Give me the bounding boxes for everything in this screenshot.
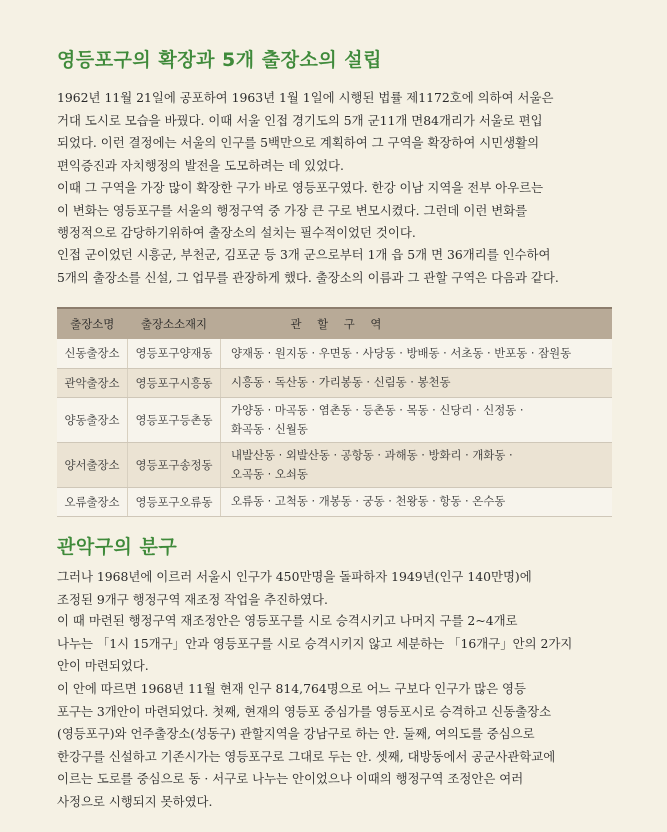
text-line: (영등포구)와 언주출장소(성동구) 관할지역을 강남구로 하는 안. 둘째, 여의도를 중심으로 xyxy=(57,726,535,741)
header-office-name: 출장소명 xyxy=(57,308,128,339)
office-name: 양동출장소 xyxy=(57,397,128,442)
area-line: 시흥동 · 독산동 · 가리봉동 · 신림동 · 봉천동 xyxy=(231,375,451,389)
office-name: 관악출장소 xyxy=(57,368,128,397)
text-line: 이 때 마련된 행정구역 재조정안은 영등포구를 시로 승격시키고 나머지 구를 2~4개로 xyxy=(57,613,518,628)
office-areas xyxy=(221,397,613,442)
area-line: 양재동 · 원지동 · 우면동 · 사당동 · 방배동 · 서초동 · 반포동 · 잠원동 xyxy=(231,345,572,360)
section-title-expansion: 영등포구의 확장과 5개 출장소의 설립 xyxy=(57,49,382,71)
office-location: 영등포구양재동 xyxy=(128,339,221,368)
text-line: 사정으로 시행되지 못하였다. xyxy=(57,793,213,809)
paragraph-split-1 xyxy=(57,566,612,611)
office-areas xyxy=(221,339,613,368)
paragraph-split-2 xyxy=(57,610,612,678)
text-line: 안이 마련되었다. xyxy=(57,658,149,673)
office-location: 영등포구등촌동 xyxy=(128,397,221,442)
text-line: 나누는 「1시 15개구」안과 영등포구를 시로 승격시키지 않고 세분하는 「16개구」안의 2가지 xyxy=(57,635,573,651)
text-line: 인접 군이었던 시흥군, 부천군, 김포군 등 3개 군으로부터 1개 읍 5개 면 36개리를 인수하여 xyxy=(57,247,551,262)
table-header-row xyxy=(57,308,612,339)
office-location: 영등포구송정동 xyxy=(128,442,221,487)
table-row xyxy=(57,487,612,516)
text-line: 되었다. 이런 결정에는 서울의 인구를 5백만으로 계획하여 그 구역을 확장하여 시민생활의 xyxy=(57,135,540,150)
text-line: 이 변화는 영등포구를 서울의 행정구역 중 가장 큰 구로 변모시켰다. 그런데 이런 변화를 xyxy=(57,202,528,218)
text-line: 한강구를 신설하고 기존시가는 영등포구로 그대로 두는 안. 셋째, 대방동에서 공군사관학교에 xyxy=(57,748,556,764)
area-line: 내발산동 · 외발산동 · 공항동 · 과해동 · 방화리 · 개화동 · xyxy=(231,447,513,462)
office-name: 신동출장소 xyxy=(57,339,128,368)
text-line: 포구는 3개안이 마련되었다. 첫째, 현재의 영등포 중심가를 영등포시로 승격하고 신동출장소 xyxy=(57,703,552,719)
text-line: 이때 그 구역을 가장 많이 확장한 구가 바로 영등포구였다. 한강 이남 지역을 전부 아우르는 xyxy=(57,180,544,195)
area-line: 화곡동 · 신월동 xyxy=(231,421,308,436)
office-name: 오류출장소 xyxy=(57,487,128,516)
district-office-table xyxy=(57,307,612,517)
table-row xyxy=(57,339,612,368)
text-line: 5개의 출장소를 신설, 그 업무를 관장하게 했다. 출장소의 이름과 그 관할 구역은 다음과 같다. xyxy=(57,269,559,285)
text-line: 1962년 11월 21일에 공포하여 1963년 1월 1일에 시행된 법률 제1172호에 의하여 서울은 xyxy=(57,90,554,105)
text-line: 편익증진과 자치행정의 발전을 도모하려는 데 있었다. xyxy=(57,157,344,173)
office-areas xyxy=(221,442,613,487)
table-row xyxy=(57,397,612,442)
text-line: 조정된 9개구 행정구역 재조정 작업을 추진하였다. xyxy=(57,591,328,607)
text-line: 거대 도시로 모습을 바꿨다. 이때 서울 인접 경기도의 5개 군11개 면84개리가 서울로 편입 xyxy=(57,112,543,128)
office-name: 양서출장소 xyxy=(57,442,128,487)
paragraph-split-3 xyxy=(57,678,612,813)
text-line: 이 안에 따르면 1968년 11월 현재 인구 814,764명으로 어느 구보다 인구가 많은 영등 xyxy=(57,681,526,696)
text-line: 그러나 1968년에 이르러 서울시 인구가 450만명을 돌파하자 1949년(인구 140만명)에 xyxy=(57,569,532,584)
area-line: 오류동 · 고척동 · 개봉동 · 궁동 · 천왕동 · 항동 · 온수동 xyxy=(231,494,506,508)
header-office-location: 출장소소재지 xyxy=(128,308,221,339)
section-title-gwanak-split: 관악구의 분구 xyxy=(57,536,178,558)
area-line: 가양동 · 마곡동 · 염촌동 · 등촌동 · 목동 · 신당리 · 신정동 · xyxy=(231,402,524,417)
table-row xyxy=(57,442,612,487)
office-location: 영등포구시흥동 xyxy=(128,368,221,397)
paragraph-expansion-3 xyxy=(57,244,612,289)
table-row xyxy=(57,368,612,397)
office-areas xyxy=(221,487,613,516)
text-line: 이르는 도로를 중심으로 동 · 서구로 나누는 안이었으나 이때의 행정구역 조정안은 여러 xyxy=(57,771,524,786)
paragraph-expansion-2 xyxy=(57,177,612,245)
office-location: 영등포구오류동 xyxy=(128,487,221,516)
text-line: 행정적으로 감당하기위하여 출장소의 설치는 필수적이었던 것이다. xyxy=(57,225,416,240)
office-areas xyxy=(221,368,613,397)
paragraph-expansion-1 xyxy=(57,87,612,177)
header-jurisdiction: 관 할 구 역 xyxy=(221,308,613,339)
area-line: 오곡동 · 오쇠동 xyxy=(231,466,308,481)
